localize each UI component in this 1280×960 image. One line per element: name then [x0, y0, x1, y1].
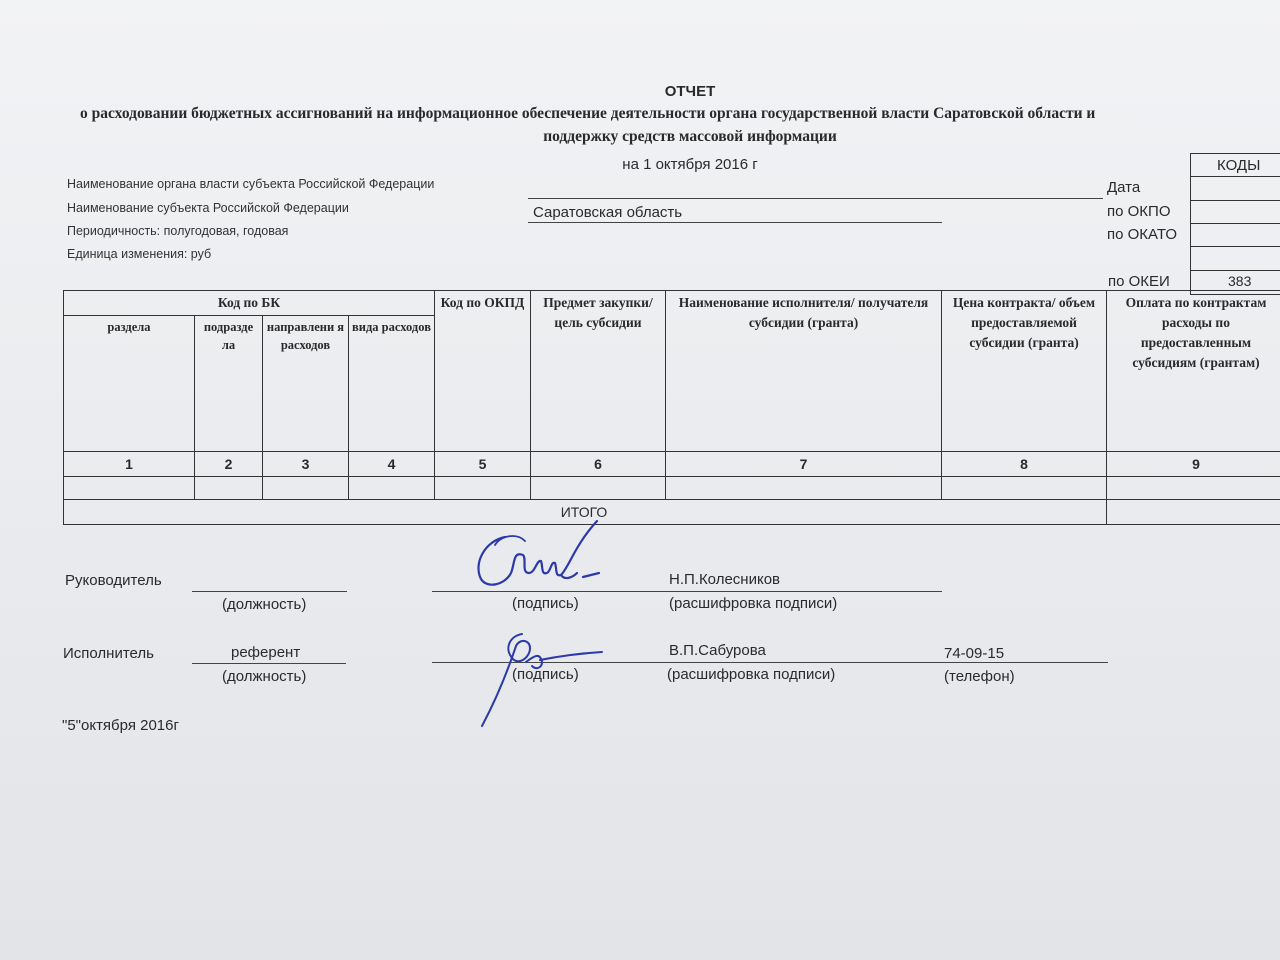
org-label: Наименование органа власти субъекта Российской Федерации: [67, 177, 435, 191]
exec-position-caption: (должность): [222, 668, 307, 685]
exec-label: Исполнитель: [63, 645, 154, 662]
okato-label: по ОКАТО: [1107, 226, 1178, 243]
report-subtitle-line1: о расходовании бюджетных ассигнований на информационное обеспечение деятельности органа государственной власти Саратовской области и: [80, 105, 1096, 122]
subject-underline: [528, 222, 942, 223]
unit-label: Единица изменения: руб: [67, 247, 212, 261]
report-title: ОТЧЕТ: [664, 83, 716, 100]
head-name-caption: (расшифровка подписи): [669, 595, 838, 612]
header-naimenovanie: Наименование исполнителя/ получателя субсидии (гранта): [666, 291, 942, 452]
report-date: на 1 октября 2016 г: [622, 156, 758, 173]
col-number: 3: [263, 452, 349, 477]
head-name: Н.П.Колесников: [669, 571, 780, 588]
header-razdela: раздела: [64, 316, 195, 452]
exec-position: референт: [231, 644, 301, 661]
codes-box: [1190, 153, 1280, 295]
col-number: 2: [195, 452, 263, 477]
header-napravleniya: направлени я расходов: [263, 316, 349, 452]
col-number: 4: [349, 452, 435, 477]
expenditure-table: [63, 290, 1280, 525]
header-podrazdela: подразде ла: [195, 316, 263, 452]
head-sign-caption: (подпись): [512, 595, 579, 612]
head-label: Руководитель: [65, 572, 162, 589]
exec-sign-caption: (подпись): [512, 666, 579, 683]
col-number: 6: [531, 452, 666, 477]
period-label: Периодичность: полугодовая, годовая: [67, 224, 289, 238]
exec-phone: 74-09-15: [944, 645, 1005, 662]
header-vida: вида расходов: [349, 316, 435, 452]
col-number: 9: [1107, 452, 1280, 477]
itogo-row: [64, 500, 1280, 525]
col-number: 7: [666, 452, 942, 477]
head-signature: [465, 515, 615, 595]
table-row: [64, 477, 1280, 500]
subject-label: Наименование субъекта Российской Федерации: [67, 201, 349, 215]
header-cena: Цена контракта/ объем предоставляемой субсидии (гранта): [942, 291, 1107, 452]
exec-name: В.П.Сабурова: [669, 642, 766, 659]
exec-name-caption: (расшифровка подписи): [667, 666, 836, 683]
itogo-label: ИТОГО: [64, 500, 1107, 525]
col-number: 1: [64, 452, 195, 477]
okei-label: по ОКЕИ: [1108, 273, 1170, 290]
header-predmet: Предмет закупки/цель субсидии: [531, 291, 666, 452]
okei-value: 383: [1228, 273, 1252, 289]
header-kod-bk: Код по БК: [64, 291, 435, 316]
org-underline: [528, 198, 1103, 199]
okpo-label: по ОКПО: [1107, 203, 1171, 220]
subject-value: Саратовская область: [533, 204, 683, 221]
col-number: 8: [942, 452, 1107, 477]
date-code-label: Дата: [1107, 179, 1141, 196]
codes-header: КОДЫ: [1217, 157, 1261, 174]
document-date: "5"октября 2016г: [62, 717, 179, 734]
header-okpd: Код по ОКПД: [435, 291, 531, 452]
report-subtitle-line2: поддержку средств массовой информации: [543, 128, 837, 145]
header-oplata: Оплата по контрактам расходы по предоставленным субсидиям (грантам): [1107, 291, 1280, 452]
exec-phone-caption: (телефон): [944, 668, 1015, 685]
head-position-caption: (должность): [222, 596, 307, 613]
exec-signature: [470, 622, 610, 732]
col-number: 5: [435, 452, 531, 477]
